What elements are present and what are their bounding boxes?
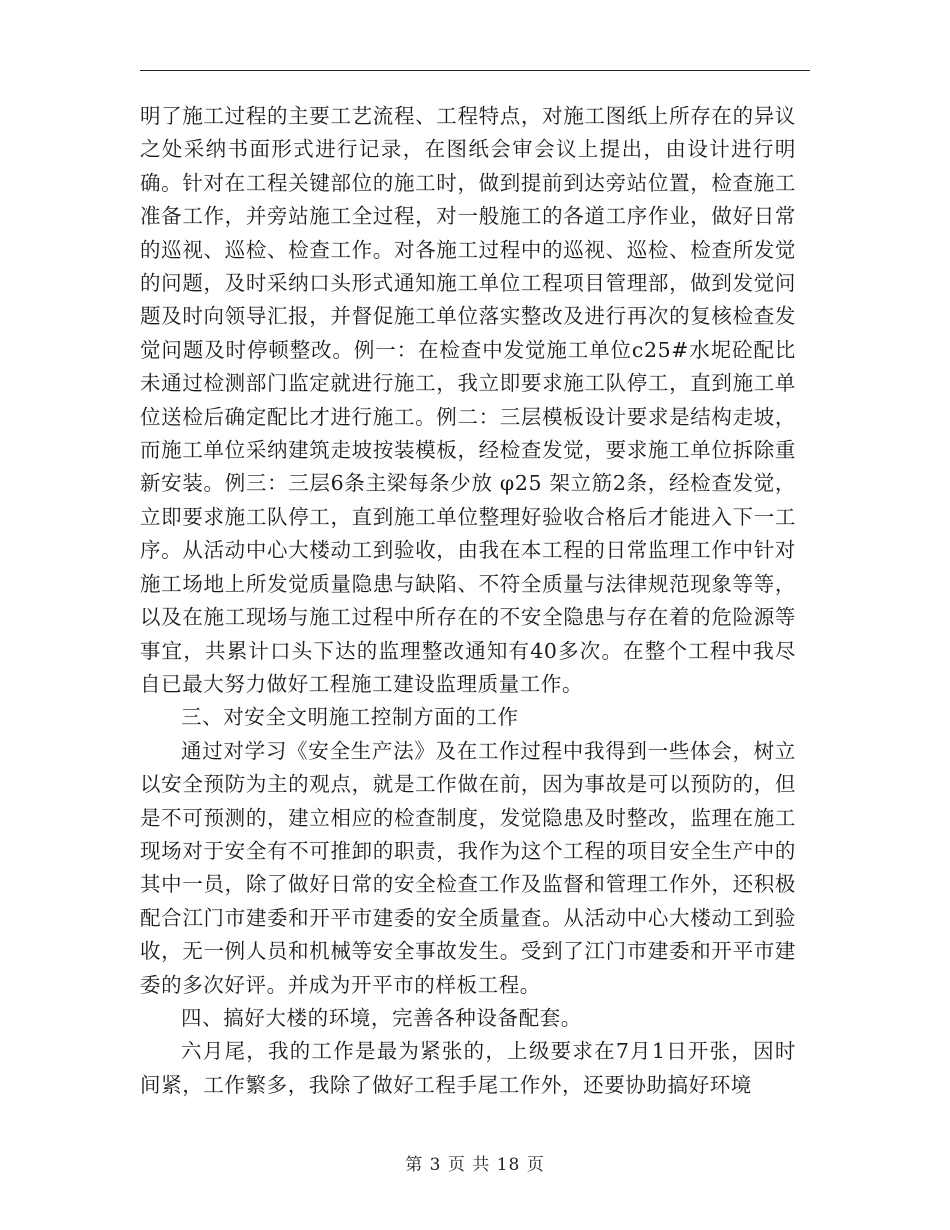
header-rule (140, 70, 810, 71)
paragraph-quality-control: 明了施工过程的主要工艺流程、工程特点，对施工图纸上所存在的异议之处采纳书面形式进行记录，在图纸会审会议上提出，由设计进行明确。针对在工程关键部位的施工时，做到提前到达旁站位置，检查施工准备工作，并旁站施工全过程，对一般施工的各道工序作业，做好日常的巡视、巡检、检查工作。对各施工过程中的巡视、巡检、检查所发觉的问题，及时采纳口头形式通知施工单位工程项目管理部，做到发觉问题及时向领导汇报，并督促施工单位落实整改及进行再次的复核检查发觉问题及时停顿整改。例一：在检查中发觉施工单位c25#水坭砼配比未通过检测部门监定就进行施工，我立即要求施工队停工，直到施工单位送检后确定配比才进行施工。例二：三层模板设计要求是结构走坡，而施工单位采纳建筑走坡按装模板，经检查发觉，要求施工单位拆除重新安装。例三：三层6条主梁每条少放 φ25 架立筋2条，经检查发觉，立即要求施工队停工，直到施工单位整理好验收合格后才能进入下一工序。从活动中心大楼动工到验收，由我在本工程的日常监理工作中针对施工场地上所发觉质量隐患与缺陷、不符全质量与法律规范现象等等，以及在施工现场与施工过程中所存在的不安全隐患与存在着的危险源等事宜，共累计口头下达的监理整改通知有40多次。在整个工程中我尽自已最大努力做好工程施工建设监理质量工作。 (140, 104, 796, 696)
section-heading-environment: 四、搞好大楼的环境，完善各种设备配套。 (181, 1005, 582, 1030)
section-heading-safety: 三、对安全文明施工控制方面的工作 (181, 705, 519, 730)
page-number-footer: 第 3 页 共 18 页 (405, 1155, 545, 1175)
document-body (140, 100, 796, 1102)
paragraph-environment: 六月尾，我的工作是最为紧张的，上级要求在7月1日开张，因时间紧，工作繁多，我除了做好工程手尾工作外，还要协助搞好环境 (140, 1039, 796, 1097)
paragraph-safety: 通过对学习《安全生产法》及在工作过程中我得到一些体会，树立以安全预防为主的观点，就是工作做在前，因为事故是可以预防的，但是不可预测的，建立相应的检查制度，发觉隐患及时整改，监理在施工现场对于安全有不可推卸的职责，我作为这个工程的项目安全生产中的其中一员，除了做好日常的安全检查工作及监督和管理工作外，还积极配合江门市建委和开平市建委的安全质量查。从活动中心大楼动工到验收，无一例人员和机械等安全事故发生。受到了江门市建委和开平市建委的多次好评。并成为开平市的样板工程。 (140, 738, 796, 997)
